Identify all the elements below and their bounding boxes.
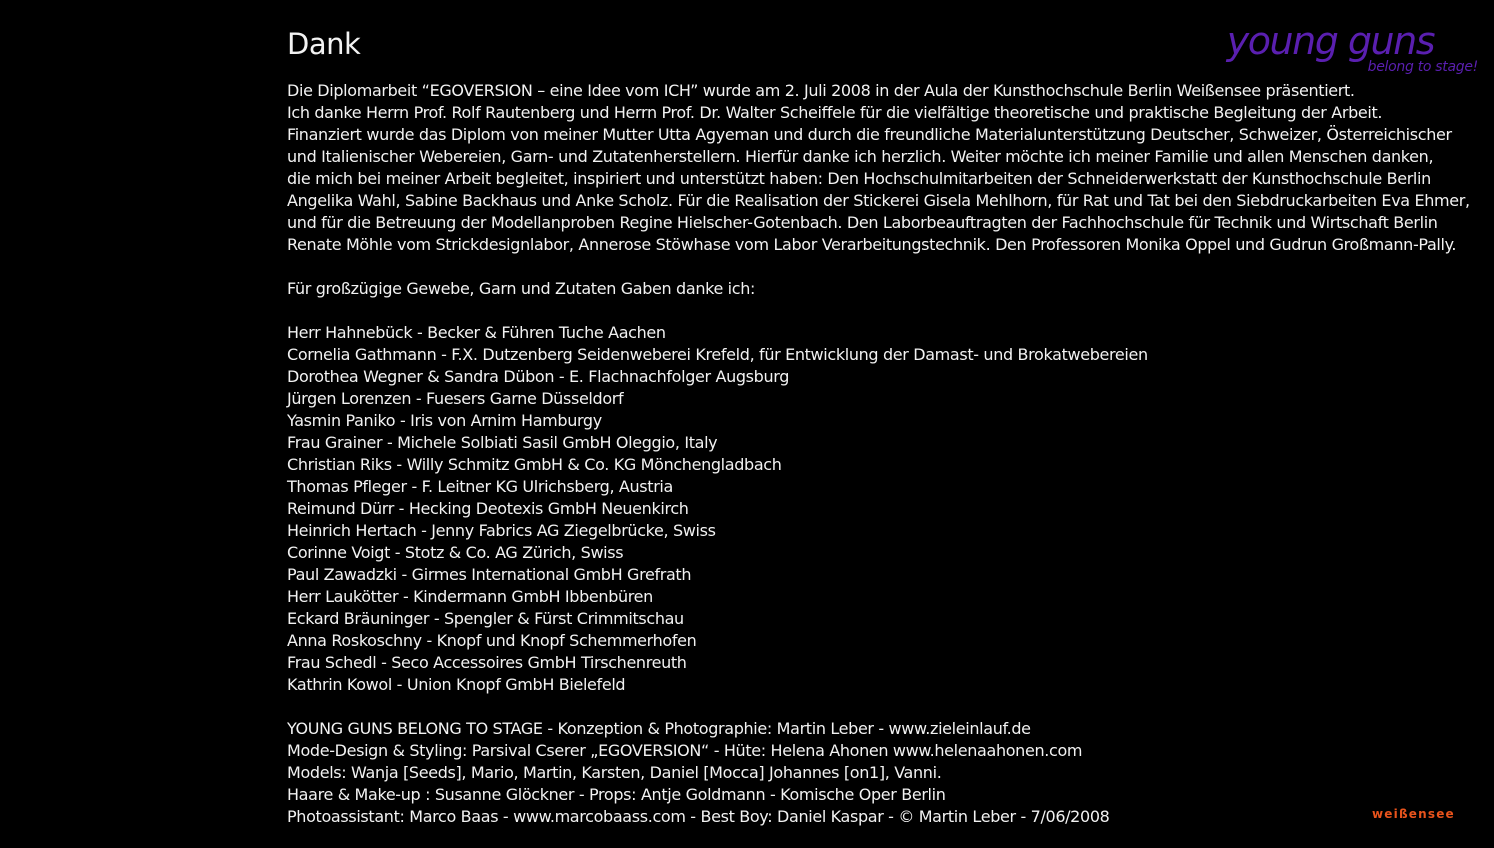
- credits-block: [287, 718, 1482, 828]
- credit-line: Haare & Make-up : Susanne Glöckner - Props: Antje Goldmann - Komische Oper Berlin: [287, 785, 946, 804]
- intro-line: Angelika Wahl, Sabine Backhaus und Anke Scholz. Für die Realisation der Stickerei Gisela Mehlhorn, für Rat und Tat bei den Siebdruckarbeiten Eva Ehmer,: [287, 191, 1470, 210]
- main-content: [287, 80, 1482, 828]
- credit-line: Photoassistant: Marco Baas - www.marcobaass.com - Best Boy: Daniel Kaspar - © Martin Leber - 7/06/2008: [287, 807, 1110, 826]
- spacer: [287, 696, 1482, 718]
- intro-line: Renate Möhle vom Strickdesignlabor, Annerose Stöwhase vom Labor Verarbeitungstechnik. Den Professoren Monika Oppel und Gudrun Großmann-Pally.: [287, 235, 1457, 254]
- sponsor-item: Dorothea Wegner & Sandra Dübon - E. Flachnachfolger Augsburg: [287, 367, 790, 386]
- sponsor-item: Herr Hahnebück - Becker & Führen Tuche Aachen: [287, 323, 666, 342]
- sponsor-item: Kathrin Kowol - Union Knopf GmbH Bielefeld: [287, 675, 626, 694]
- sponsor-item: Corinne Voigt - Stotz & Co. AG Zürich, Swiss: [287, 543, 624, 562]
- sponsor-item: Thomas Pfleger - F. Leitner KG Ulrichsberg, Austria: [287, 477, 673, 496]
- sponsor-item: Eckard Bräuninger - Spengler & Fürst Crimmitschau: [287, 609, 684, 628]
- intro-line: und Italienischer Webereien, Garn- und Zutatenherstellern. Hierfür danke ich herzlich. Weiter möchte ich meiner Familie und allen Menschen danken,: [287, 147, 1434, 166]
- sponsor-item: Yasmin Paniko - Iris von Arnim Hamburgy: [287, 411, 602, 430]
- sponsor-item: Reimund Dürr - Hecking Deotexis GmbH Neuenkirch: [287, 499, 689, 518]
- sponsor-item: Herr Laukötter - Kindermann GmbH Ibbenbüren: [287, 587, 653, 606]
- sponsor-item: Jürgen Lorenzen - Fuesers Garne Düsseldorf: [287, 389, 624, 408]
- sponsor-item: Paul Zawadzki - Girmes International GmbH Grefrath: [287, 565, 692, 584]
- sponsor-item: Cornelia Gathmann - F.X. Dutzenberg Seidenweberei Krefeld, für Entwicklung der Damast- und Brokatwebereien: [287, 345, 1148, 364]
- credit-line: YOUNG GUNS BELONG TO STAGE - Konzeption & Photographie: Martin Leber - www.zieleinlauf.de: [287, 719, 1031, 738]
- sponsor-list: [287, 322, 1482, 696]
- sponsors-heading: Für großzügige Gewebe, Garn und Zutaten Gaben danke ich:: [287, 279, 756, 298]
- intro-paragraph: [287, 80, 1482, 256]
- sponsor-item: Frau Grainer - Michele Solbiati Sasil GmbH Oleggio, Italy: [287, 433, 718, 452]
- credit-line: Models: Wanja [Seeds], Mario, Martin, Karsten, Daniel [Mocca] Johannes [on1], Vanni.: [287, 763, 942, 782]
- sponsor-item: Christian Riks - Willy Schmitz GmbH & Co. KG Mönchengladbach: [287, 455, 782, 474]
- intro-line: Ich danke Herrn Prof. Rolf Rautenberg und Herrn Prof. Dr. Walter Scheiffele für die vielfältige theoretische und praktische Begleitung der Arbeit.: [287, 103, 1383, 122]
- sponsor-item: Heinrich Hertach - Jenny Fabrics AG Ziegelbrücke, Swiss: [287, 521, 716, 540]
- intro-line: und für die Betreuung der Modellanproben Regine Hielscher-Gotenbach. Den Laborbeauftragten der Fachhochschule für Technik und Wirtschaft Berlin: [287, 213, 1438, 232]
- intro-line: die mich bei meiner Arbeit begleitet, inspiriert und unterstützt haben: Den Hochschulmitarbeiten der Schneiderwerkstatt der Kunsthochschule Berlin: [287, 169, 1431, 188]
- young-guns-logo: [1228, 18, 1480, 80]
- intro-line: Finanziert wurde das Diplom von meiner Mutter Utta Agyeman und durch die freundliche Materialunterstützung Deutscher, Schweizer, Österreichischer: [287, 125, 1452, 144]
- logo-tagline: belong to stage!: [1367, 59, 1478, 75]
- weissensee-logo: weißensee: [1372, 807, 1455, 821]
- spacer: [287, 300, 1482, 322]
- intro-line: Die Diplomarbeit “EGOVERSION – eine Idee vom ICH” wurde am 2. Juli 2008 in der Aula der Kunsthochschule Berlin Weißensee präsentiert.: [287, 81, 1355, 100]
- spacer: [287, 256, 1482, 278]
- credit-line: Mode-Design & Styling: Parsival Cserer „EGOVERSION“ - Hüte: Helena Ahonen www.helenaahonen.com: [287, 741, 1083, 760]
- logo-main-text: young guns: [1226, 19, 1434, 63]
- sponsor-item: Anna Roskoschny - Knopf und Knopf Schemmerhofen: [287, 631, 697, 650]
- page-title: Dank: [287, 27, 361, 61]
- sponsor-item: Frau Schedl - Seco Accessoires GmbH Tirschenreuth: [287, 653, 687, 672]
